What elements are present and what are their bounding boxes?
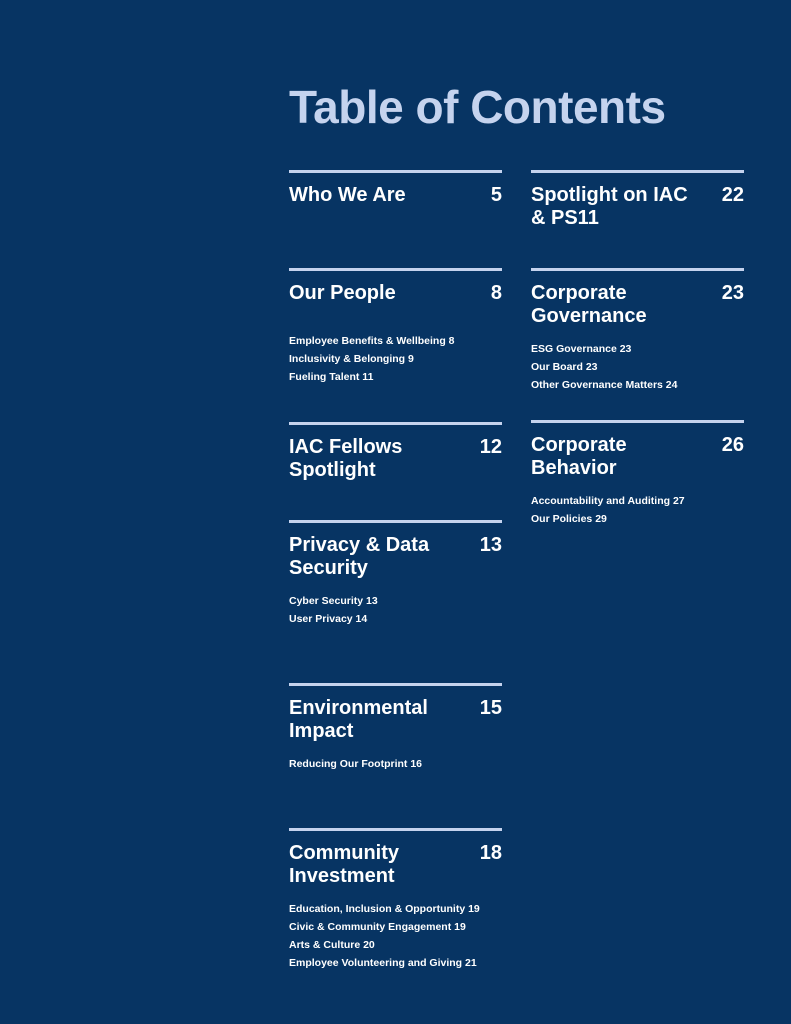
section-divider [531, 420, 744, 423]
subsection-item[interactable]: Reducing Our Footprint 16 [289, 758, 422, 770]
toc-section-spotlight-on-iac-ps11[interactable] [531, 170, 744, 230]
toc-section-our-people[interactable] [289, 268, 502, 386]
section-title[interactable]: IAC Fellows Spotlight [289, 436, 403, 481]
subsection-item[interactable]: Other Governance Matters 24 [531, 379, 678, 391]
subsection-item[interactable]: Education, Inclusion & Opportunity 19 [289, 903, 480, 915]
section-divider [531, 170, 744, 173]
section-page-number: 13 [479, 534, 502, 556]
subsection-item[interactable]: Employee Volunteering and Giving 21 [289, 957, 477, 969]
subsection-item[interactable]: Our Board 23 [531, 361, 598, 373]
subsection-item[interactable]: Accountability and Auditing 27 [531, 495, 685, 507]
section-divider [531, 268, 744, 271]
section-title[interactable]: Environmental Impact [289, 697, 428, 742]
section-title[interactable]: Who We Are [289, 184, 406, 206]
section-page-number: 5 [490, 184, 502, 206]
toc-section-iac-fellows-spotlight[interactable] [289, 422, 502, 482]
section-divider [289, 268, 502, 271]
toc-section-environmental-impact[interactable] [289, 683, 502, 773]
toc-section-corporate-behavior[interactable] [531, 420, 744, 528]
subsection-item[interactable]: Cyber Security 13 [289, 595, 378, 607]
subsection-list [531, 340, 744, 394]
section-title[interactable]: Corporate Governance [531, 282, 647, 327]
section-title[interactable]: Corporate Behavior [531, 434, 627, 479]
subsection-item[interactable]: User Privacy 14 [289, 613, 368, 625]
subsection-item[interactable]: Employee Benefits & Wellbeing 8 [289, 335, 455, 347]
toc-section-corporate-governance[interactable] [531, 268, 744, 394]
section-divider [289, 520, 502, 523]
section-title[interactable]: Spotlight on IAC & PS11 [531, 184, 688, 229]
subsection-list [289, 592, 502, 628]
section-divider [289, 828, 502, 831]
subsection-item[interactable]: Inclusivity & Belonging 9 [289, 353, 414, 365]
subsection-list [289, 900, 502, 972]
section-page-number: 22 [721, 184, 744, 206]
toc-section-who-we-are[interactable] [289, 170, 502, 207]
page-title: Table of Contents [289, 81, 666, 133]
subsection-list [531, 492, 744, 528]
section-title[interactable]: Our People [289, 282, 396, 304]
section-page-number: 12 [479, 436, 502, 458]
section-divider [289, 170, 502, 173]
section-page-number: 23 [721, 282, 744, 304]
section-page-number: 8 [490, 282, 502, 304]
section-page-number: 15 [479, 697, 502, 719]
section-title[interactable]: Privacy & Data Security [289, 534, 430, 579]
section-title[interactable]: Community Investment [289, 842, 399, 887]
section-page-number: 18 [479, 842, 502, 864]
section-divider [289, 422, 502, 425]
subsection-list [289, 332, 502, 386]
subsection-list [289, 755, 502, 773]
subsection-item[interactable]: Fueling Talent 11 [289, 371, 374, 383]
toc-section-privacy-data-security[interactable] [289, 520, 502, 628]
subsection-item[interactable]: ESG Governance 23 [531, 343, 632, 355]
section-page-number: 26 [721, 434, 744, 456]
subsection-item[interactable]: Arts & Culture 20 [289, 939, 375, 951]
toc-section-community-investment[interactable] [289, 828, 502, 972]
section-divider [289, 683, 502, 686]
subsection-item[interactable]: Civic & Community Engagement 19 [289, 921, 466, 933]
subsection-item[interactable]: Our Policies 29 [531, 513, 607, 525]
